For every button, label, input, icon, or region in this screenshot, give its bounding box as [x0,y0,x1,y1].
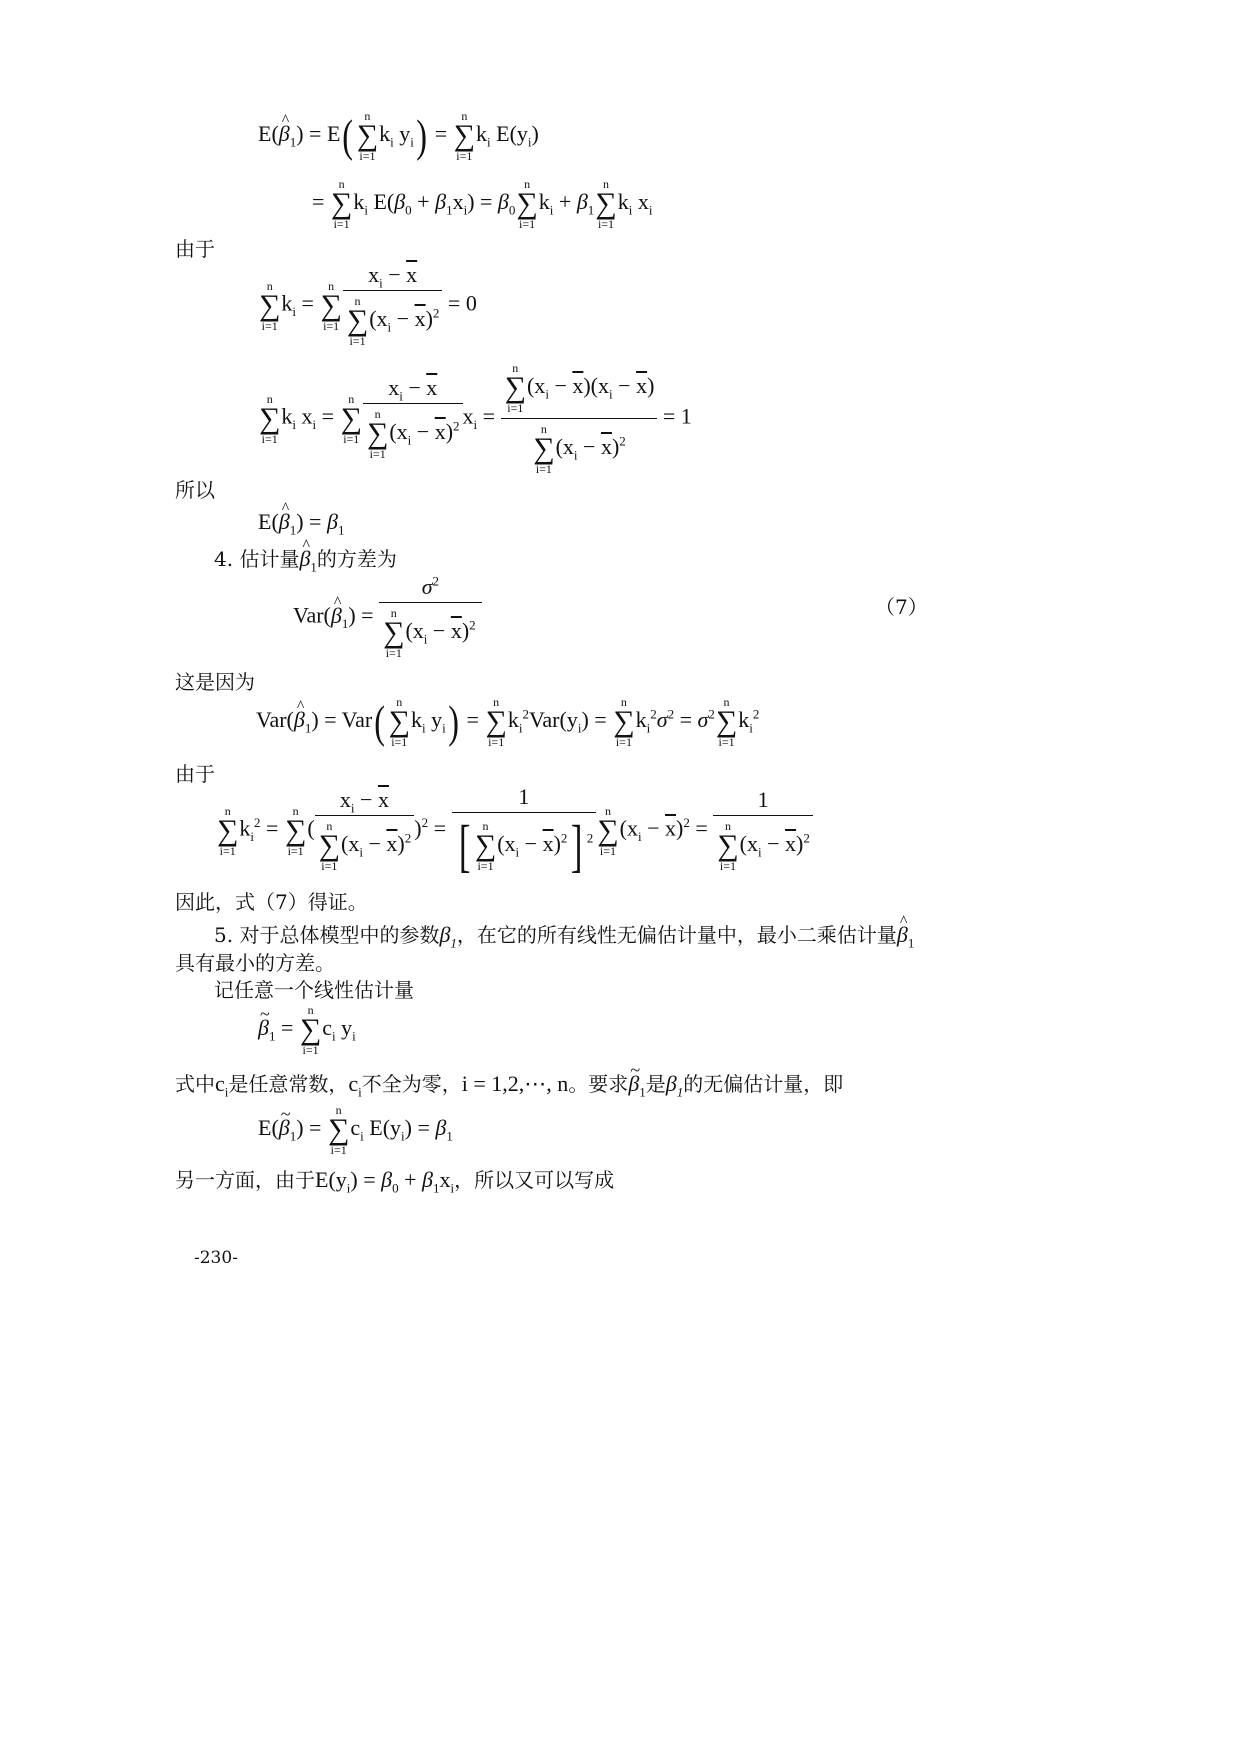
label-suoyi: 所以 [175,478,215,502]
page-number: -230- [194,1248,238,1268]
item-4-text: 4. 估计量 [214,547,300,571]
label-jirenyi: 记任意一个线性估计量 [214,978,414,1002]
equation-expectation-beta1-line2: = n ∑ i=1 $k_i$ $E(\beta_0 + \beta_1x_i) = \beta_0$ n ∑ i=1 $k_i + \beta_1$ n ∑ i=1 $k_i$ $x_i$ [312,177,653,231]
equation-variance-beta1: Var(^ $\beta_1$) = $\sigma^2$ n ∑ i=1 $(x_i - \overline{x})^2$ [293,576,482,659]
item-4-line: 4. 估计量^ $\beta_1$的方差为 [214,548,397,570]
label-youyu-1: 由于 [175,237,215,261]
equation-expectation-beta1-line1: E(^ $\beta_1) = E$( n ∑ i=1 $k_i$ $y_i$) = n ∑ i=1 $k_i$ $E(y_i)$ [258,110,539,162]
item-4-text-b: 的方差为 [316,547,397,571]
text-shizhong: 式中 [175,1072,215,1096]
item-5-text-a: 5. 对于总体模型中的参数 [214,923,440,947]
another-aspect-line: 另一方面，由于$E(y_i) = \beta_0 + \beta_1x_i$，所以又可以写成 [175,1167,615,1196]
text-yaoqiu: 。要求 [568,1072,629,1096]
equation-linear-estimator: ~ $\beta_1$ = n ∑ i=1 $c_i$ $y_i$ [258,1004,356,1056]
equation-variance-derivation: Var(^ $\beta_1) = Var$( n ∑ i=1 $k_i$ $y_i$) = n ∑ i=1 $k_i^2Var(y_i)$ = n ∑ i=1 $k_i^2\sigma^2 = \sigma^2$ n ∑ i=1 $k_i^2$ [256,696,759,748]
equation-unbiased-beta1: E(^ $\beta_1) = \beta_1$ [258,511,344,533]
item-5-line-2: 具有最小的方差。 [175,951,335,975]
item-5-line: 5. 对于总体模型中的参数$\beta_1$，在它的所有线性无偏估计量中，最小二乘估计量^ $\beta_1$ [214,924,914,946]
equation-sum-kx-one: n ∑ i=1 $k_i$ $x_i$ = n ∑ i=1 $x_i - \overline{x}$ n ∑ i=1 $(x_i - \overline{x})^2$ $x_i$ = n ∑ i=1 $(x_i - \overline{x})(x_i - \overline{x})$ n ∑ i=1 $(x_i - \overline{x})^2$ = 1 [259,361,692,476]
label-youyu-2: 由于 [175,762,215,786]
text-buquanweiling: 不全为零， [361,1072,462,1096]
constant-description-line: 式中$c_i$是任意常数，$c_i$不全为零，i = 1,2,⋯, n。要求~ $\beta_1$是$\beta_1$的无偏估计量，即 [175,1073,843,1095]
equation-sum-k-squared: n ∑ i=1 $k_i^2$ = n ∑ i=1 ( $x_i - \overline{x}$ n ∑ i=1 $(x_i - \overline{x})^2$ )$^2$ = 1 [ n ∑ i=1 $(x_i - \overline{x})^2$] $^2$ n ∑ i=1 $(x_i - \overline{x})^2$ = 1 n ∑ i=1 $(x_i - \overline{x})^2$ [216,786,813,875]
label-zheshiyinwei: 这是因为 [175,670,255,694]
equation-sum-k-zero: n ∑ i=1 $k_i$ = n ∑ i=1 $x_i - \overline{x}$ n ∑ i=1 $(x_i - \overline{x})^2$ = 0 [259,262,477,348]
text-shi: 是 [645,1072,666,1096]
text-wupian: 的无偏估计量，即 [683,1072,844,1096]
text-suoyikeyi: ，所以又可以写成 [454,1168,615,1192]
equation-unbiased-condition: E(~ $\beta_1$) = n ∑ i=1 $c_i$ $E(y_i) = \beta_1$ [258,1104,453,1156]
equation-number-7: （7） [875,595,928,619]
item-5-text-b: ，在它的所有线性无偏估计量中，最小二乘估计量 [456,923,897,947]
label-yinci: 因此，式（7）得证。 [175,890,368,914]
text-renyichangshu: 是任意常数， [228,1072,349,1096]
text-lingyifangmian: 另一方面，由于 [175,1168,315,1192]
index-range: i = 1,2,⋯, n [461,1071,569,1096]
